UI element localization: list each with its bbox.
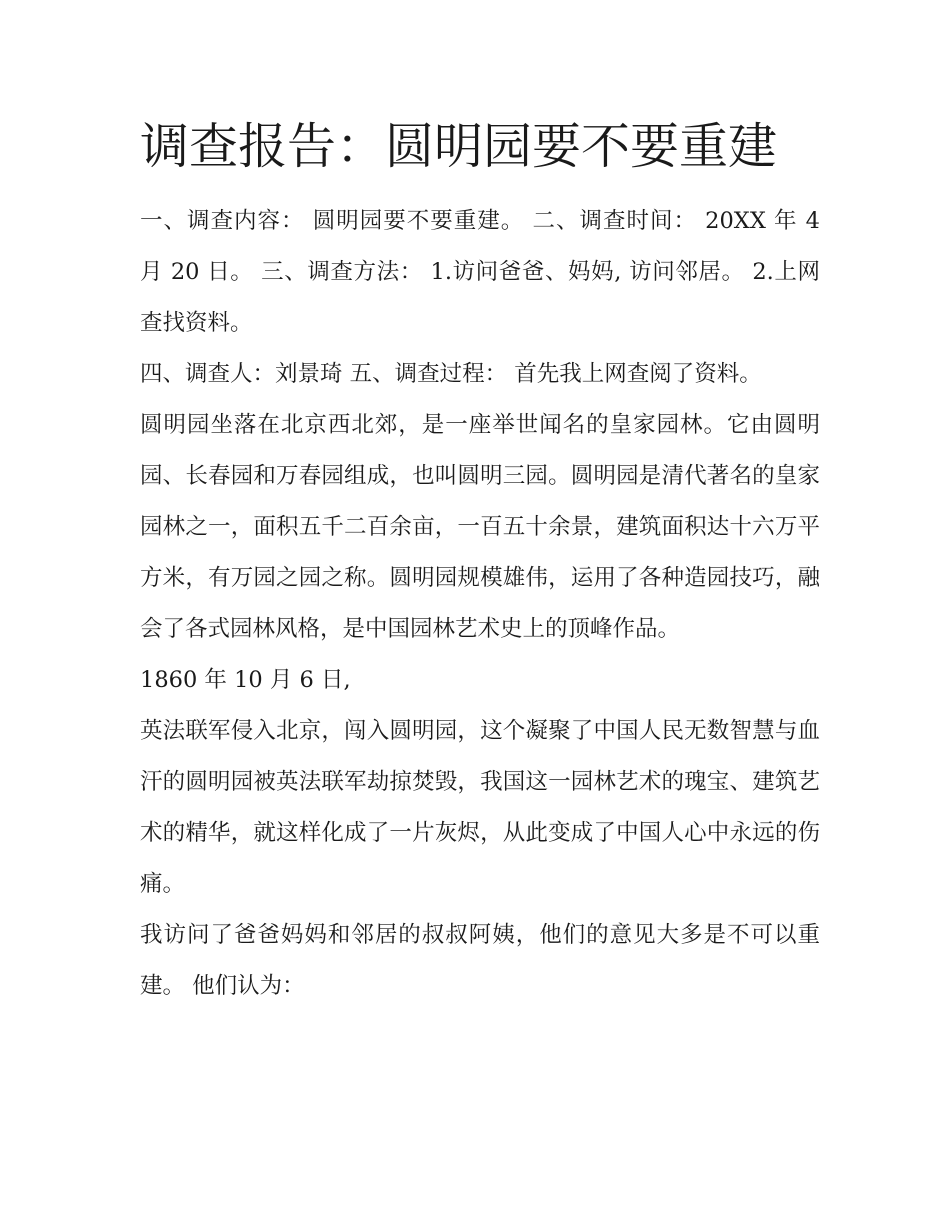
paragraph-history: 圆明园坐落在北京西北郊，是一座举世闻名的皇家园林。它由圆明园、长春园和万春园组成，也叫圆明三园。圆明园是清代著名的皇家园林之一，面积五千二百余亩，一百五十余景，建筑面积达十六万平方米，有万园之园之称。圆明园规模雄伟，运用了各种造园技巧，融会了各式园林风格，是中国园林艺术史上的顶峰作品。 xyxy=(140,412,820,642)
document-body xyxy=(140,196,820,1012)
paragraph-invasion: 英法联军侵入北京，闯入圆明园，这个凝聚了中国人民无数智慧与血汗的圆明园被英法联军劫掠焚毁，我国这一园林艺术的瑰宝、建筑艺术的精华，就这样化成了一片灰烬，从此变成了中国人心中永远的伤痛。 xyxy=(140,718,820,897)
paragraph-opinions: 我访问了爸爸妈妈和邻居的叔叔阿姨，他们的意见大多是不可以重建。 他们认为： xyxy=(140,922,820,999)
paragraph-investigator: 四、调查人：刘景琦 五、调查过程： 首先我上网查阅了资料。 xyxy=(140,361,762,387)
paragraph-date: 1860 年 10 月 6 日, xyxy=(140,667,351,693)
paragraph-survey-info: 一、调查内容： 圆明园要不要重建。 二、调查时间： 20XX 年 4 月 20 日。 三、调查方法： 1.访问爸爸、妈妈, 访问邻居。 2.上网查找资料。 xyxy=(140,208,820,336)
document-title: 调查报告：圆明园要不要重建 xyxy=(140,118,778,175)
